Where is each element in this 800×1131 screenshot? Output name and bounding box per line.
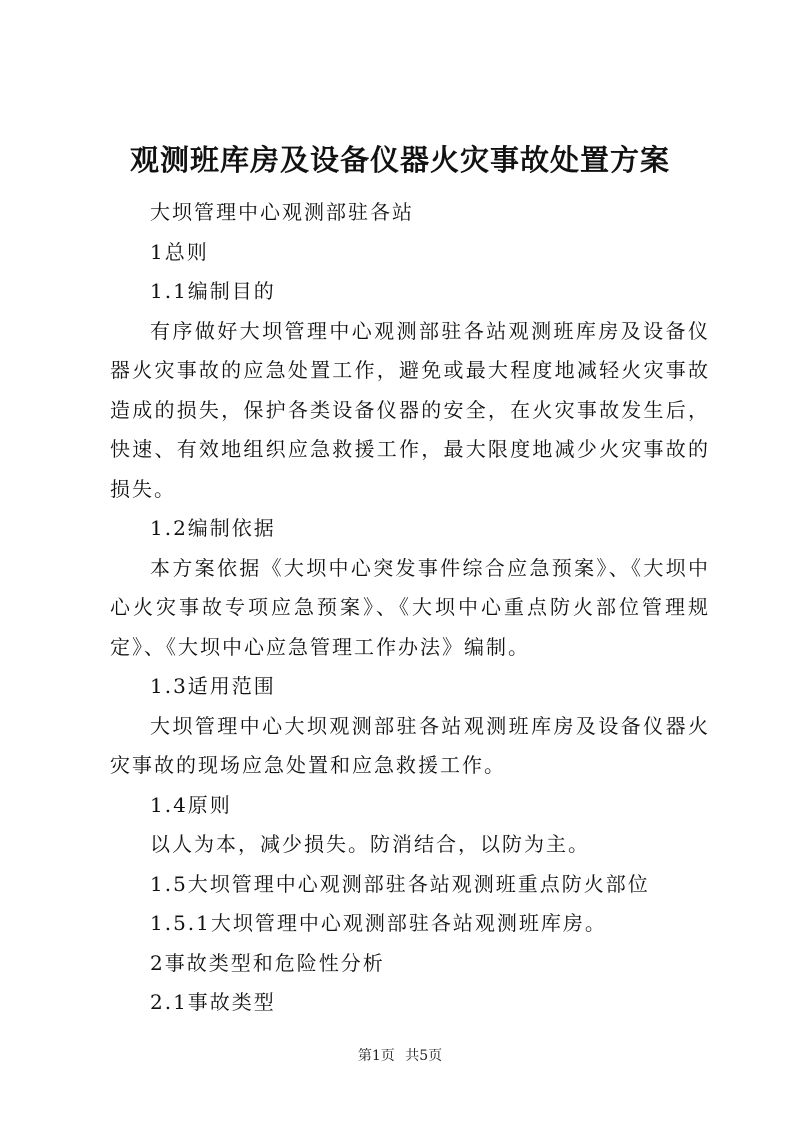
paragraph-scope: 大坝管理中心大坝观测部驻各站观测班库房及设备仪器火灾事故的现场应急处置和应急救援工作。 [110, 713, 710, 777]
heading-basis: 1.2编制依据 [150, 516, 276, 540]
paragraph-basis: 本方案依据《大坝中心突发事件综合应急预案》、《大坝中心火灾事故专项应急预案》、《大坝中心重点防火部位管理规定》、《大坝中心应急管理工作办法》编制。 [110, 555, 710, 659]
paragraph-organization: 大坝管理中心观测部驻各站 [150, 200, 414, 224]
heading-key-fire-areas: 1.5大坝管理中心观测部驻各站观测班重点防火部位 [150, 871, 650, 896]
document-body [110, 193, 710, 1023]
paragraph-purpose: 有序做好大坝管理中心观测部驻各站观测班库房及设备仪器火灾事故的应急处置工作，避免或最大程度地减轻火灾事故造成的损失，保护各类设备仪器的安全，在火灾事故发生后，快速、有效地组织应急救援工作，最大限度地减少火灾事故的损失。 [110, 318, 710, 501]
heading-general-principles: 1总则 [150, 239, 209, 264]
page-footer [0, 1046, 800, 1066]
heading-accident-types: 2.1事故类型 [150, 990, 276, 1014]
page-number: 第1页 [357, 1048, 395, 1064]
heading-accident-analysis: 2事故类型和危险性分析 [150, 950, 385, 975]
paragraph-key-fire-area-warehouse: 1.5.1大坝管理中心观测部驻各站观测班库房。 [150, 911, 607, 935]
document-title: 观测班库房及设备仪器火灾事故处置方案 [129, 143, 670, 177]
paragraph-principle: 以人为本，减少损失。防消结合，以防为主。 [150, 832, 590, 856]
heading-principle: 1.4原则 [150, 792, 232, 817]
heading-purpose: 1.1编制目的 [150, 279, 276, 303]
heading-scope: 1.3适用范围 [150, 674, 276, 698]
page-total: 共5页 [405, 1048, 443, 1064]
